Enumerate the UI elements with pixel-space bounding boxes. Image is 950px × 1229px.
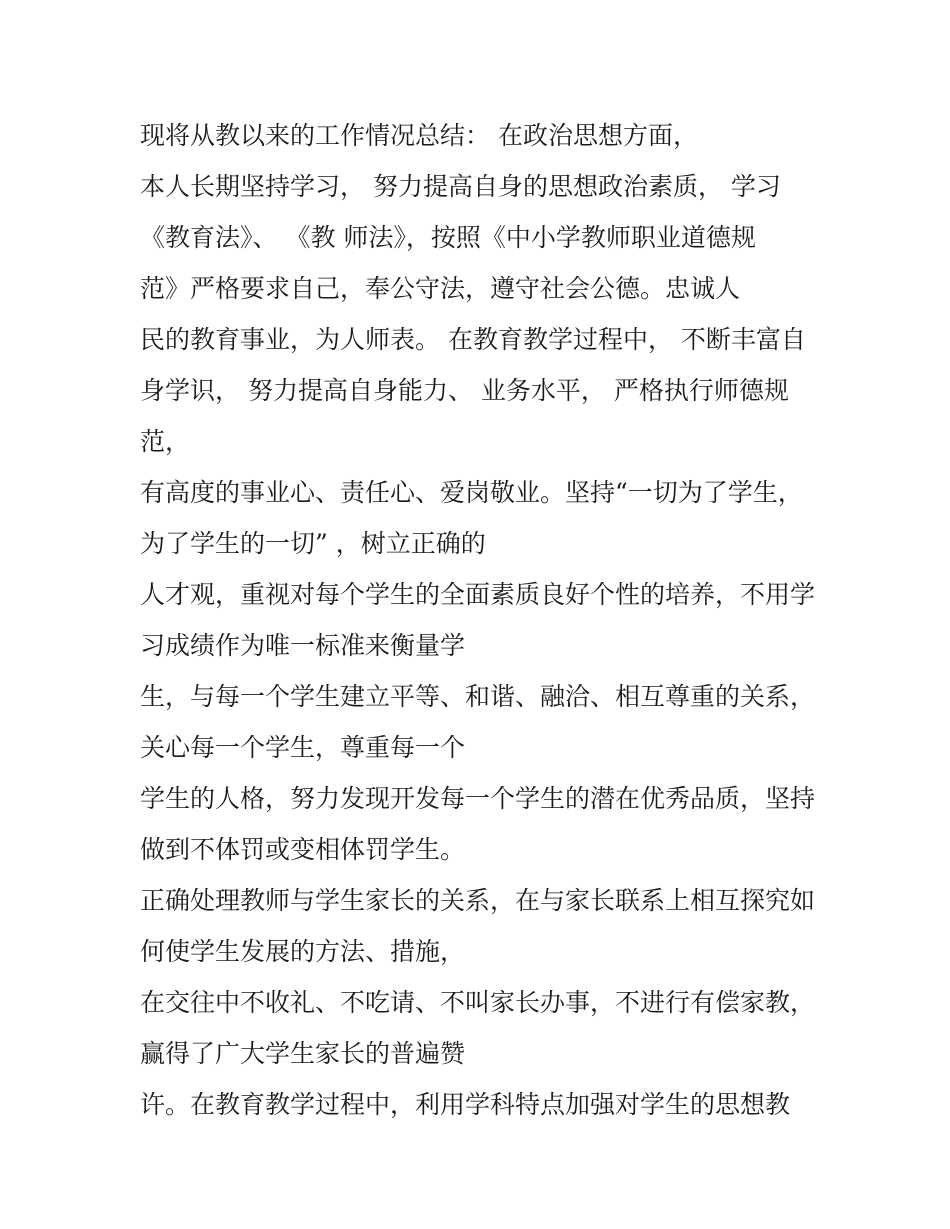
text-line: 现将从教以来的工作情况总结： 在政治思想方面， bbox=[140, 121, 698, 150]
text-line: 正确处理教师与学生家长的关系，在与家长联系上相互探究如 bbox=[140, 886, 816, 915]
text-line: 本人长期坚持学习， 努力提高自身的思想政治素质， 学习 bbox=[140, 172, 781, 201]
body-text bbox=[140, 110, 830, 1130]
text-line: 范》严格要求自己，奉公守法，遵守社会公德。忠诚人 bbox=[140, 274, 741, 303]
text-line: 生，与每一个学生建立平等、和谐、融洽、相互尊重的关系， bbox=[140, 682, 816, 711]
text-line: 许。在教育教学过程中，利用学科特点加强对学生的思想教 bbox=[140, 1090, 791, 1119]
text-line: 民的教育事业，为人师表。 在教育教学过程中， 不断丰富自 bbox=[140, 325, 806, 354]
text-line: 《教育法》、 《教 师法》，按照《中小学教师职业道德规 bbox=[140, 223, 756, 252]
text-line: 人才观，重视对每个学生的全面素质良好个性的培养，不用学 bbox=[140, 580, 816, 609]
text-line: 为了学生的一切” ，树立正确的 bbox=[140, 529, 486, 558]
text-line: 在交往中不收礼、不吃请、不叫家长办事，不进行有偿家教， bbox=[140, 988, 816, 1017]
text-line: 关心每一个学生，尊重每一个 bbox=[140, 733, 466, 762]
text-line: 赢得了广大学生家长的普遍赞 bbox=[140, 1039, 466, 1068]
text-line: 习成绩作为唯一标准来衡量学 bbox=[140, 631, 466, 660]
text-line: 做到不体罚或变相体罚学生。 bbox=[140, 835, 466, 864]
text-line: 身学识， 努力提高自身能力、 业务水平， 严格执行师德规 bbox=[140, 376, 789, 405]
text-line: 何使学生发展的方法、措施， bbox=[140, 937, 466, 966]
text-line: 范， bbox=[140, 427, 191, 456]
text-line: 有高度的事业心、责任心、爱岗敬业。坚持“一切为了学生， bbox=[140, 478, 803, 507]
text-line: 学生的人格，努力发现开发每一个学生的潜在优秀品质，坚持 bbox=[140, 784, 816, 813]
